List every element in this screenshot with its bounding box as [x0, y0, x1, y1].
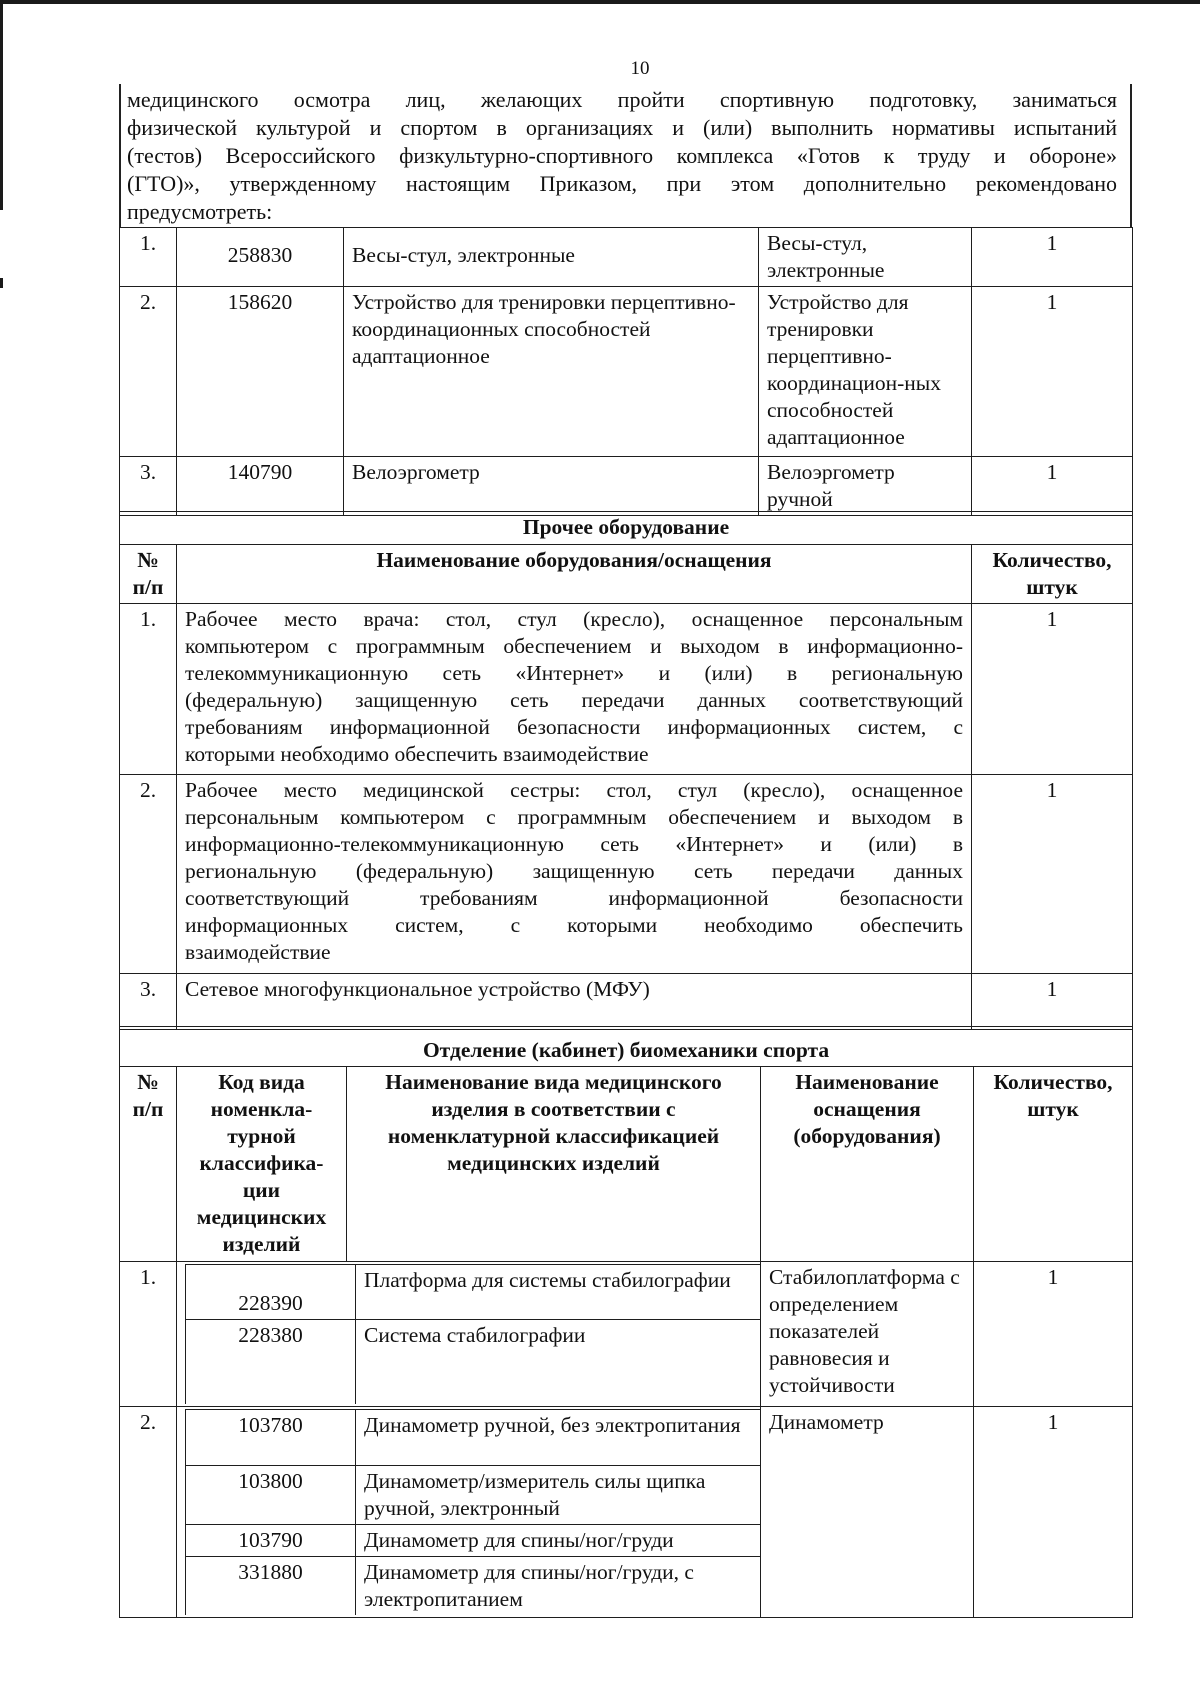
description-cell [177, 604, 972, 775]
table-row [120, 974, 1133, 1030]
intro-line: (тестов) Всероссийского физкультурно-спортивного комплекса «Готов к труду и обороне» [127, 143, 1117, 168]
code-cell: 140790 [177, 457, 344, 516]
quantity-cell: 1 [974, 1262, 1133, 1407]
frame-line-right [1130, 84, 1132, 228]
code-cell: 103780 [186, 1409, 356, 1465]
row-number: 2. [120, 287, 177, 457]
table-row [120, 775, 1133, 974]
section-title-row [120, 512, 1133, 545]
device-name-cell: Велоэргометр [344, 457, 759, 516]
scan-edge-top [0, 0, 1200, 4]
table-header-row [120, 545, 1133, 604]
text-line: персональным компьютером с программным обеспечением и выходом в [185, 805, 963, 829]
text-line: информационно-телекоммуникационную сеть «Интернет» и (или) в [185, 832, 963, 856]
row-number: 1. [120, 228, 177, 287]
description-cell: Сетевое многофункциональное устройство (МФУ) [177, 974, 972, 1030]
scan-edge-mark [0, 278, 3, 288]
device-name-cell: Устройство для тренировки перцептивно-координационных способностей адаптационное [344, 287, 759, 457]
text-line: которыми необходимо обеспечить взаимодействие [185, 742, 649, 766]
header-qty: Количество, штук [972, 545, 1133, 604]
section-title: Прочее оборудование [120, 512, 1133, 545]
table-row [120, 604, 1133, 775]
row-number: 2. [120, 775, 177, 974]
code-cell: 103800 [186, 1465, 356, 1524]
text-line: Рабочее место врача: стол, стул (кресло), оснащенное персональным [185, 607, 963, 631]
equipment-cell: Стабилоплатформа с определением показателей равновесия и устойчивости [761, 1262, 974, 1407]
header-qty: Количество, штук [974, 1067, 1133, 1262]
intro-line: физической культурой и спортом в организациях и (или) выполнить нормативы испытаний [127, 115, 1117, 140]
header-num: № п/п [120, 545, 177, 604]
device-name-cell: Динамометр для спины/ног/груди [356, 1524, 761, 1556]
equipment-cell: Устройство для тренировки перцептивно-координацион-ных способностей адаптационное [759, 287, 972, 457]
scan-edge-left [0, 0, 3, 210]
device-list [177, 1406, 761, 1617]
device-row [186, 1409, 761, 1465]
equipment-cell: Динамометр [761, 1406, 974, 1617]
quantity-cell: 1 [972, 974, 1133, 1030]
device-row [186, 1556, 761, 1615]
device-row [186, 1524, 761, 1556]
row-number: 1. [120, 1262, 177, 1407]
row-number: 3. [120, 974, 177, 1030]
text-line: компьютером с программным обеспечением и выходом в информационно- [185, 634, 963, 658]
device-subtable [185, 1264, 761, 1404]
text-line: Рабочее место медицинской сестры: стол, стул (кресло), оснащенное [185, 778, 963, 802]
row-number: 2. [120, 1406, 177, 1617]
device-name-cell: Система стабилографии [356, 1320, 761, 1404]
quantity-cell: 1 [972, 775, 1133, 974]
device-row [186, 1320, 761, 1404]
intro-line: предусмотреть: [127, 199, 273, 224]
device-subtable [185, 1409, 761, 1615]
section-title: Отделение (кабинет) биомеханики спорта [120, 1027, 1133, 1067]
description-cell [177, 775, 972, 974]
header-name: Наименование оборудования/оснащения [177, 545, 972, 604]
text-line: требованиям информационной безопасности информационных систем, с [185, 715, 963, 739]
quantity-cell: 1 [974, 1406, 1133, 1617]
device-name-cell: Весы-стул, электронные [344, 228, 759, 287]
table-row [120, 228, 1133, 287]
row-number: 3. [120, 457, 177, 516]
code-cell: 331880 [186, 1556, 356, 1615]
device-name-cell: Динамометр ручной, без электропитания [356, 1409, 761, 1465]
code-cell: 158620 [177, 287, 344, 457]
table-row [120, 1262, 1133, 1407]
text-line: (федеральную) защищенную сеть передачи данных соответствующий [185, 688, 963, 712]
header-code: Код вида номенкла-турной классифика-ции медицинских изделий [177, 1067, 347, 1262]
header-equipment: Наименование оснащения (оборудования) [761, 1067, 974, 1262]
page-number: 10 [630, 58, 650, 79]
code-cell: 228380 [186, 1320, 356, 1404]
quantity-cell: 1 [972, 457, 1133, 516]
device-row [186, 1465, 761, 1524]
equipment-cell: Велоэргометр ручной [759, 457, 972, 516]
quantity-cell: 1 [972, 604, 1133, 775]
table-row [120, 287, 1133, 457]
quantity-cell: 1 [972, 228, 1133, 287]
code-cell: 228390 [186, 1265, 356, 1320]
equipment-table-continued [119, 227, 1133, 516]
equipment-cell: Весы-стул, электронные [759, 228, 972, 287]
device-name-cell: Платформа для системы стабилографии [356, 1265, 761, 1320]
intro-line: медицинского осмотра лиц, желающих пройти спортивную подготовку, заниматься [127, 87, 1117, 112]
table-row [120, 457, 1133, 516]
biomechanics-table [119, 1026, 1133, 1618]
text-line: телекоммуникационную сеть «Интернет» и (или) в региональную [185, 661, 963, 685]
text-line: региональную (федеральную) защищенную сеть передачи данных [185, 859, 963, 883]
row-number: 1. [120, 604, 177, 775]
device-row [186, 1265, 761, 1320]
device-name-cell: Динамометр для спины/ног/груди, с электропитанием [356, 1556, 761, 1615]
table-header-row [120, 1067, 1133, 1262]
header-device-name: Наименование вида медицинского изделия в соответствии с номенклатурной классификацией медицинских изделий [347, 1067, 761, 1262]
text-line: взаимодействие [185, 940, 331, 964]
other-equipment-table [119, 511, 1133, 1030]
section-title-row [120, 1027, 1133, 1067]
device-name-cell: Динамометр/измеритель силы щипка ручной, электронный [356, 1465, 761, 1524]
text-line: соответствующий требованиям информационной безопасности [185, 886, 963, 910]
code-cell: 103790 [186, 1524, 356, 1556]
device-list [177, 1262, 761, 1407]
intro-line: (ГТО)», утвержденному настоящим Приказом, при этом дополнительно рекомендовано [127, 171, 1117, 196]
header-num: № п/п [120, 1067, 177, 1262]
table-row [120, 1406, 1133, 1617]
intro-paragraph [127, 86, 1117, 226]
quantity-cell: 1 [972, 287, 1133, 457]
text-line: информационных систем, с которыми необходимо обеспечить [185, 913, 963, 937]
frame-line-left [119, 84, 121, 228]
code-cell: 258830 [177, 228, 344, 287]
